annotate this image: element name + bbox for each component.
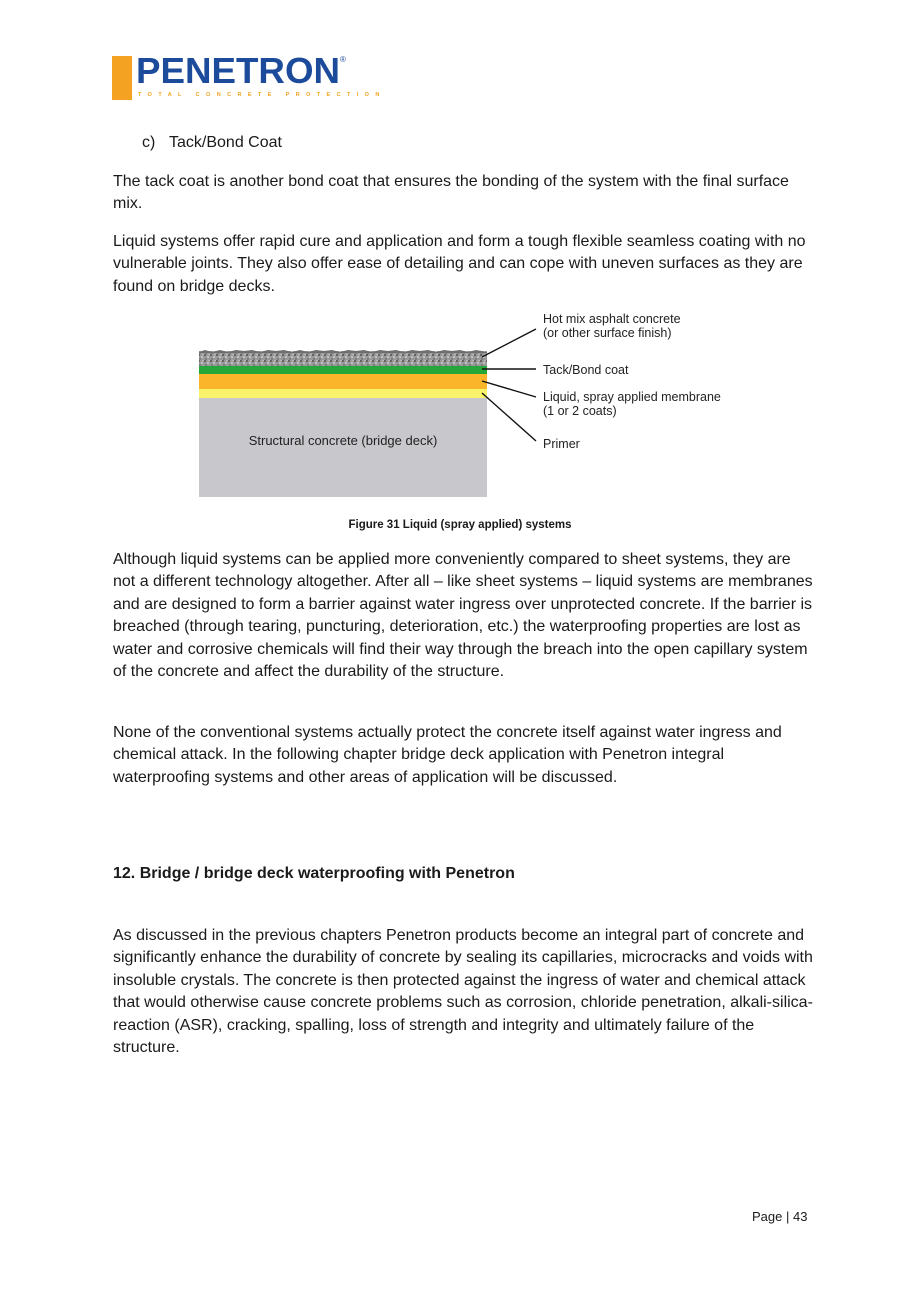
layer-tack-coat [199, 366, 487, 374]
section-c-heading [142, 133, 282, 153]
layer-membrane [199, 374, 487, 389]
paragraph-conventional-systems [113, 722, 813, 789]
penetron-logo [112, 50, 386, 101]
logo-registered-mark: ® [340, 55, 346, 64]
label-asphalt-line2: (or other surface finish) [543, 326, 672, 340]
deck-label: Structural concrete (bridge deck) [248, 433, 438, 448]
logo-tagline: TOTAL CONCRETE PROTECTION [138, 92, 386, 98]
leader-primer [482, 393, 536, 441]
figure-liquid-systems-diagram [0, 300, 920, 510]
label-tack: Tack/Bond coat [543, 363, 629, 377]
leader-asphalt [482, 329, 536, 357]
paragraph-penetron-integral [113, 925, 813, 1059]
paragraph-text: None of the conventional systems actually protect the concrete itself against water ingress and chemical attack. In the following chapter bridge deck application with Penetron integral waterproofing systems and other areas of application will be discussed. [113, 724, 782, 786]
paragraph-liquid-systems [113, 231, 813, 298]
page-number: Page | 43 [752, 1209, 808, 1224]
asphalt-texture [199, 350, 487, 353]
logo-orange-bar [112, 56, 132, 100]
section-c-title: Tack/Bond Coat [169, 134, 282, 151]
label-membrane-line2: (1 or 2 coats) [543, 404, 617, 418]
list-marker: c) [142, 134, 156, 151]
paragraph-text: The tack coat is another bond coat that ensures the bonding of the system with the final surface mix. [113, 173, 789, 213]
section-12-heading: 12. Bridge / bridge deck waterproofing with Penetron [113, 865, 515, 882]
leader-membrane [482, 381, 536, 397]
layer-asphalt [199, 351, 487, 366]
label-asphalt-line1: Hot mix asphalt concrete [543, 312, 681, 326]
layer-primer [199, 389, 487, 398]
logo-wordmark: PENETRON [136, 50, 341, 91]
paragraph-text: Liquid systems offer rapid cure and application and form a tough flexible seamless coating with no vulnerable joints. They also offer ease of detailing and can cope with uneven surfaces as they are found on bridge decks. [113, 233, 806, 295]
label-membrane-line1: Liquid, spray applied membrane [543, 390, 721, 404]
paragraph-liquid-vs-sheet [113, 549, 813, 683]
paragraph-tack-coat [113, 171, 813, 216]
paragraph-text: Although liquid systems can be applied more conveniently compared to sheet systems, they are not a different technology altogether. After all – like sheet systems – liquid systems are membranes and are designed to form a barrier against water ingress over unprotected concrete. If the barrier is breached (through tearing, puncturing, deterioration, etc.) the waterproofing properties are lost as water and corrosive chemicals will find their way through the breach into the open capillary system of the concrete and affect the durability of the structure. [113, 551, 813, 681]
figure-caption: Figure 31 Liquid (spray applied) systems [348, 519, 572, 531]
label-primer: Primer [543, 437, 580, 451]
paragraph-text: As discussed in the previous chapters Penetron products become an integral part of concrete and significantly enhance the durability of concrete by sealing its capillaries, microcracks and voids with insoluble crystals. The concrete is then protected against the ingress of water and chemical attack that would otherwise cause concrete problems such as corrosion, chloride penetration, alkali-silica-reaction (ASR), cracking, spalling, loss of strength and integrity and ultimately failure of the structure. [113, 927, 813, 1057]
